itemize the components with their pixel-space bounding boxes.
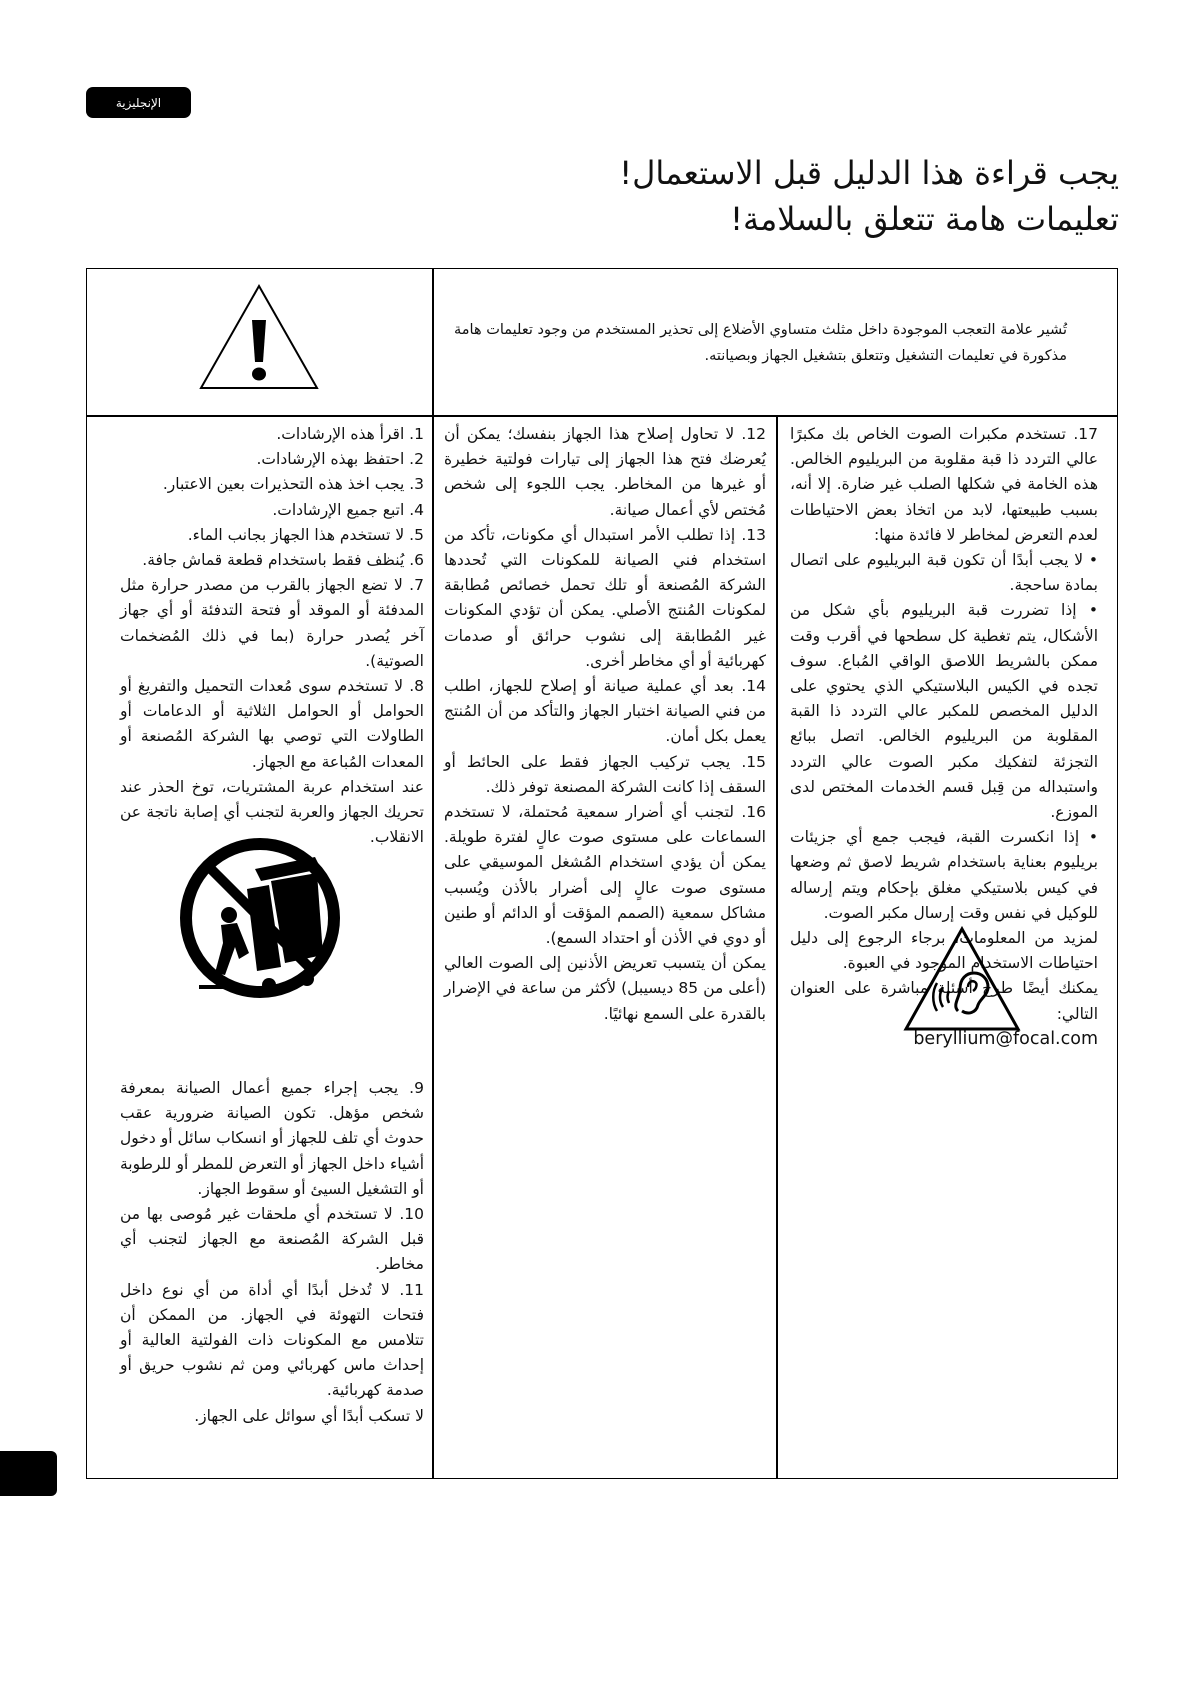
contact-text: يمكنك أيضًا طرح أسئلة مباشرة على العنوان التالي: xyxy=(790,979,1098,1023)
liquid-caution: لا تسكب أبدًا أي سوائل على الجهاز. xyxy=(194,1406,424,1425)
divider xyxy=(432,269,434,1478)
beryllium-bullet-1: • لا يجب أبدًا أن تكون قبة البريليوم على اتصال بمادة ساحجة. xyxy=(790,551,1098,595)
instruction-5: 5. لا تستخدم هذا الجهاز بجانب الماء. xyxy=(187,525,424,544)
page-tab xyxy=(0,1451,57,1496)
language-badge: الإنجليزية xyxy=(86,87,191,118)
instruction-9: 9. يجب إجراء جميع أعمال الصيانة بمعرفة شخص مؤهل. تكون الصيانة ضرورية عقب حدوث أي تلف للجهاز أو انسكاب سائل أو دخول أشياء داخل الجهاز أو التعرض للمطر أو للرطوبة أو التشغيل السيئ أو سقوط الجهاز. xyxy=(120,1079,424,1198)
divider xyxy=(87,415,1117,417)
instruction-11: 11. لا تُدخل أبدًا أي أداة من أي نوع داخل فتحات التهوئة في الجهاز. من الممكن أن تتلامس مع المكونات ذات الفولتية العالية أو إحداث ماس كهربائي ومن ثم نشوب حريق أو صدمة كهربائية. xyxy=(120,1280,424,1400)
instruction-4: 4. اتبع جميع الإرشادات. xyxy=(272,500,424,519)
page-title xyxy=(219,150,1119,242)
contact-email: beryllium@focal.com xyxy=(913,1028,1098,1049)
instruction-13: 13. إذا تطلب الأمر استبدال أي مكونات، تأكد من استخدام فني الصيانة للمكونات التي تُحددها الشركة المُصنعة أو تلك تحمل خصائص مُطابقة لمكونات المُنتج الأصلي. يمكن أن تؤدي المكونات غير المُطابقة إلى نشوب حرائق أو صدمات كهربائية أو أي مخاطر أخرى. xyxy=(444,525,766,670)
title-line-2: تعليمات هامة تتعلق بالسلامة! xyxy=(730,200,1119,238)
warning-notice: تُشير علامة التعجب الموجودة داخل مثلث متساوي الأضلاع إلى تحذير المستخدم من وجود تعليمات هامة مذكورة في تعليمات التشغيل وتتعلق بتشغيل الجهاز وبصيانته. xyxy=(454,322,1067,364)
instruction-1: 1. اقرأ هذه الإرشادات. xyxy=(276,425,424,443)
instruction-10: 10. لا تستخدم أي ملحقات غير مُوصى بها من قبل الشركة المُصنعة مع الجهاز لتجنب أي مخاطر. xyxy=(120,1205,424,1274)
column-1-upper xyxy=(120,422,424,850)
instruction-2: 2. احتفظ بهذه الإرشادات. xyxy=(256,450,424,469)
exclamation-warning-icon xyxy=(197,282,321,392)
hearing-damage-warning-icon xyxy=(902,925,1022,1033)
instruction-17: 17. تستخدم مكبرات الصوت الخاص بك مكبرًا عالي التردد ذا قبة مقلوبة من البريليوم الخالص. هذه الخامة في شكلها الصلب غير ضارة. إلا أنه، بسبب طبيعتها، لابد من اتخاذ بعض الاحتياطات لعدم التعرض لمخاطر لا فائدة منها: xyxy=(790,425,1098,544)
instruction-6: 6. يُنظف فقط باستخدام قطعة قماش جافة. xyxy=(142,551,424,570)
instruction-14: 14. بعد أي عملية صيانة أو إصلاح للجهاز، اطلب من فني الصيانة اختبار الجهاز والتأكد من أن المُنتج يعمل بكل أمان. xyxy=(444,677,766,746)
title-line-1: يجب قراءة هذا الدليل قبل الاستعمال! xyxy=(619,154,1119,192)
instruction-12: 12. لا تحاول إصلاح هذا الجهاز بنفسك؛ يمكن أن يُعرضك فتح هذا الجهاز إلى تيارات فولتية خطيرة أو غيرها من المخاطر. يجب اللجوء إلى شخص مُختص لأي أعمال صيانة. xyxy=(444,425,766,519)
instruction-3: 3. يجب اخذ هذه التحذيرات بعين الاعتبار. xyxy=(162,475,424,494)
beryllium-bullet-3: • إذا انكسرت القبة، فيجب جمع أي جزيئات بريليوم بعناية باستخدام شريط لاصق ثم وضعها في كيس بلاستيكي مغلق بإحكام ويتم إرساله للوكيل في نفس وقت إرسال مكبر الصوت. xyxy=(790,828,1098,922)
cart-caution: عند استخدام عربة المشتريات، توخ الحذر عند تحريك الجهاز والعربة لتجنب أي إصابة ناتجة عن الانقلاب. xyxy=(120,777,424,847)
cart-tipover-warning-icon xyxy=(177,835,343,1001)
instruction-7: 7. لا تضع الجهاز بالقرب من مصدر حرارة مثل المدفئة أو الموقد أو فتحة التدفئة أو أي جهاز آخر يُصدر حرارة (بما في ذلك المُضخمات الصوتية). xyxy=(120,576,424,670)
column-1-lower xyxy=(120,1076,424,1429)
divider xyxy=(776,416,778,1478)
beryllium-bullet-2: • إذا تضررت قبة البريليوم بأي شكل من الأشكال، يتم تغطية كل سطحها في أقرب وقت ممكن بالشريط اللاصق الواقي المُباع. سوف تجده في الكيس البلاستيكي الذي يحتوي على الدليل المخصص للمكبر عالي التردد ذا القبة المقلوبة من البريليوم الخالص. اتصل ببائع التجزئة لتفكيك مكبر الصوت عالي التردد واستبداله من قِبل قسم الخدمات المختص لدى الموزع. xyxy=(790,601,1098,822)
column-2 xyxy=(444,422,766,1027)
instruction-16: 16. لتجنب أي أضرار سمعية مُحتملة، لا تستخدم السماعات على مستوى صوت عالٍ لفترة طويلة. يمكن أن يؤدي استخدام المُشغل الموسيقي على مستوى صوت عالٍ إلى أضرار بالأذن ويُسبب مشاكل سمعية (الصمم المؤقت أو الدائم أو طنين أو دوي في الأذن أو احتداد السمع). xyxy=(444,803,766,948)
safety-table xyxy=(86,268,1118,1479)
instruction-15: 15. يجب تركيب الجهاز فقط على الحائط أو السقف إذا كانت الشركة المصنعة توفر ذلك. xyxy=(444,752,766,796)
more-info-text: لمزيد من المعلومات، برجاء الرجوع إلى دليل احتياطات الاستخدام الموجود في العبوة. xyxy=(790,929,1098,973)
instruction-8: 8. لا تستخدم سوى مُعدات التحميل والتفريغ أو الحوامل أو الحوامل الثلاثية أو الدعامات أو الطاولات التي توصي بها الشركة المُصنعة أو المعدات المُباعة مع الجهاز. xyxy=(120,677,424,771)
hearing-caution: يمكن أن يتسبب تعريض الأذنين إلى الصوت العالي (أعلى من 85 ديسيبل) لأكثر من ساعة في الإضرار بالقدرة على السمع نهائيًا. xyxy=(444,954,767,1023)
